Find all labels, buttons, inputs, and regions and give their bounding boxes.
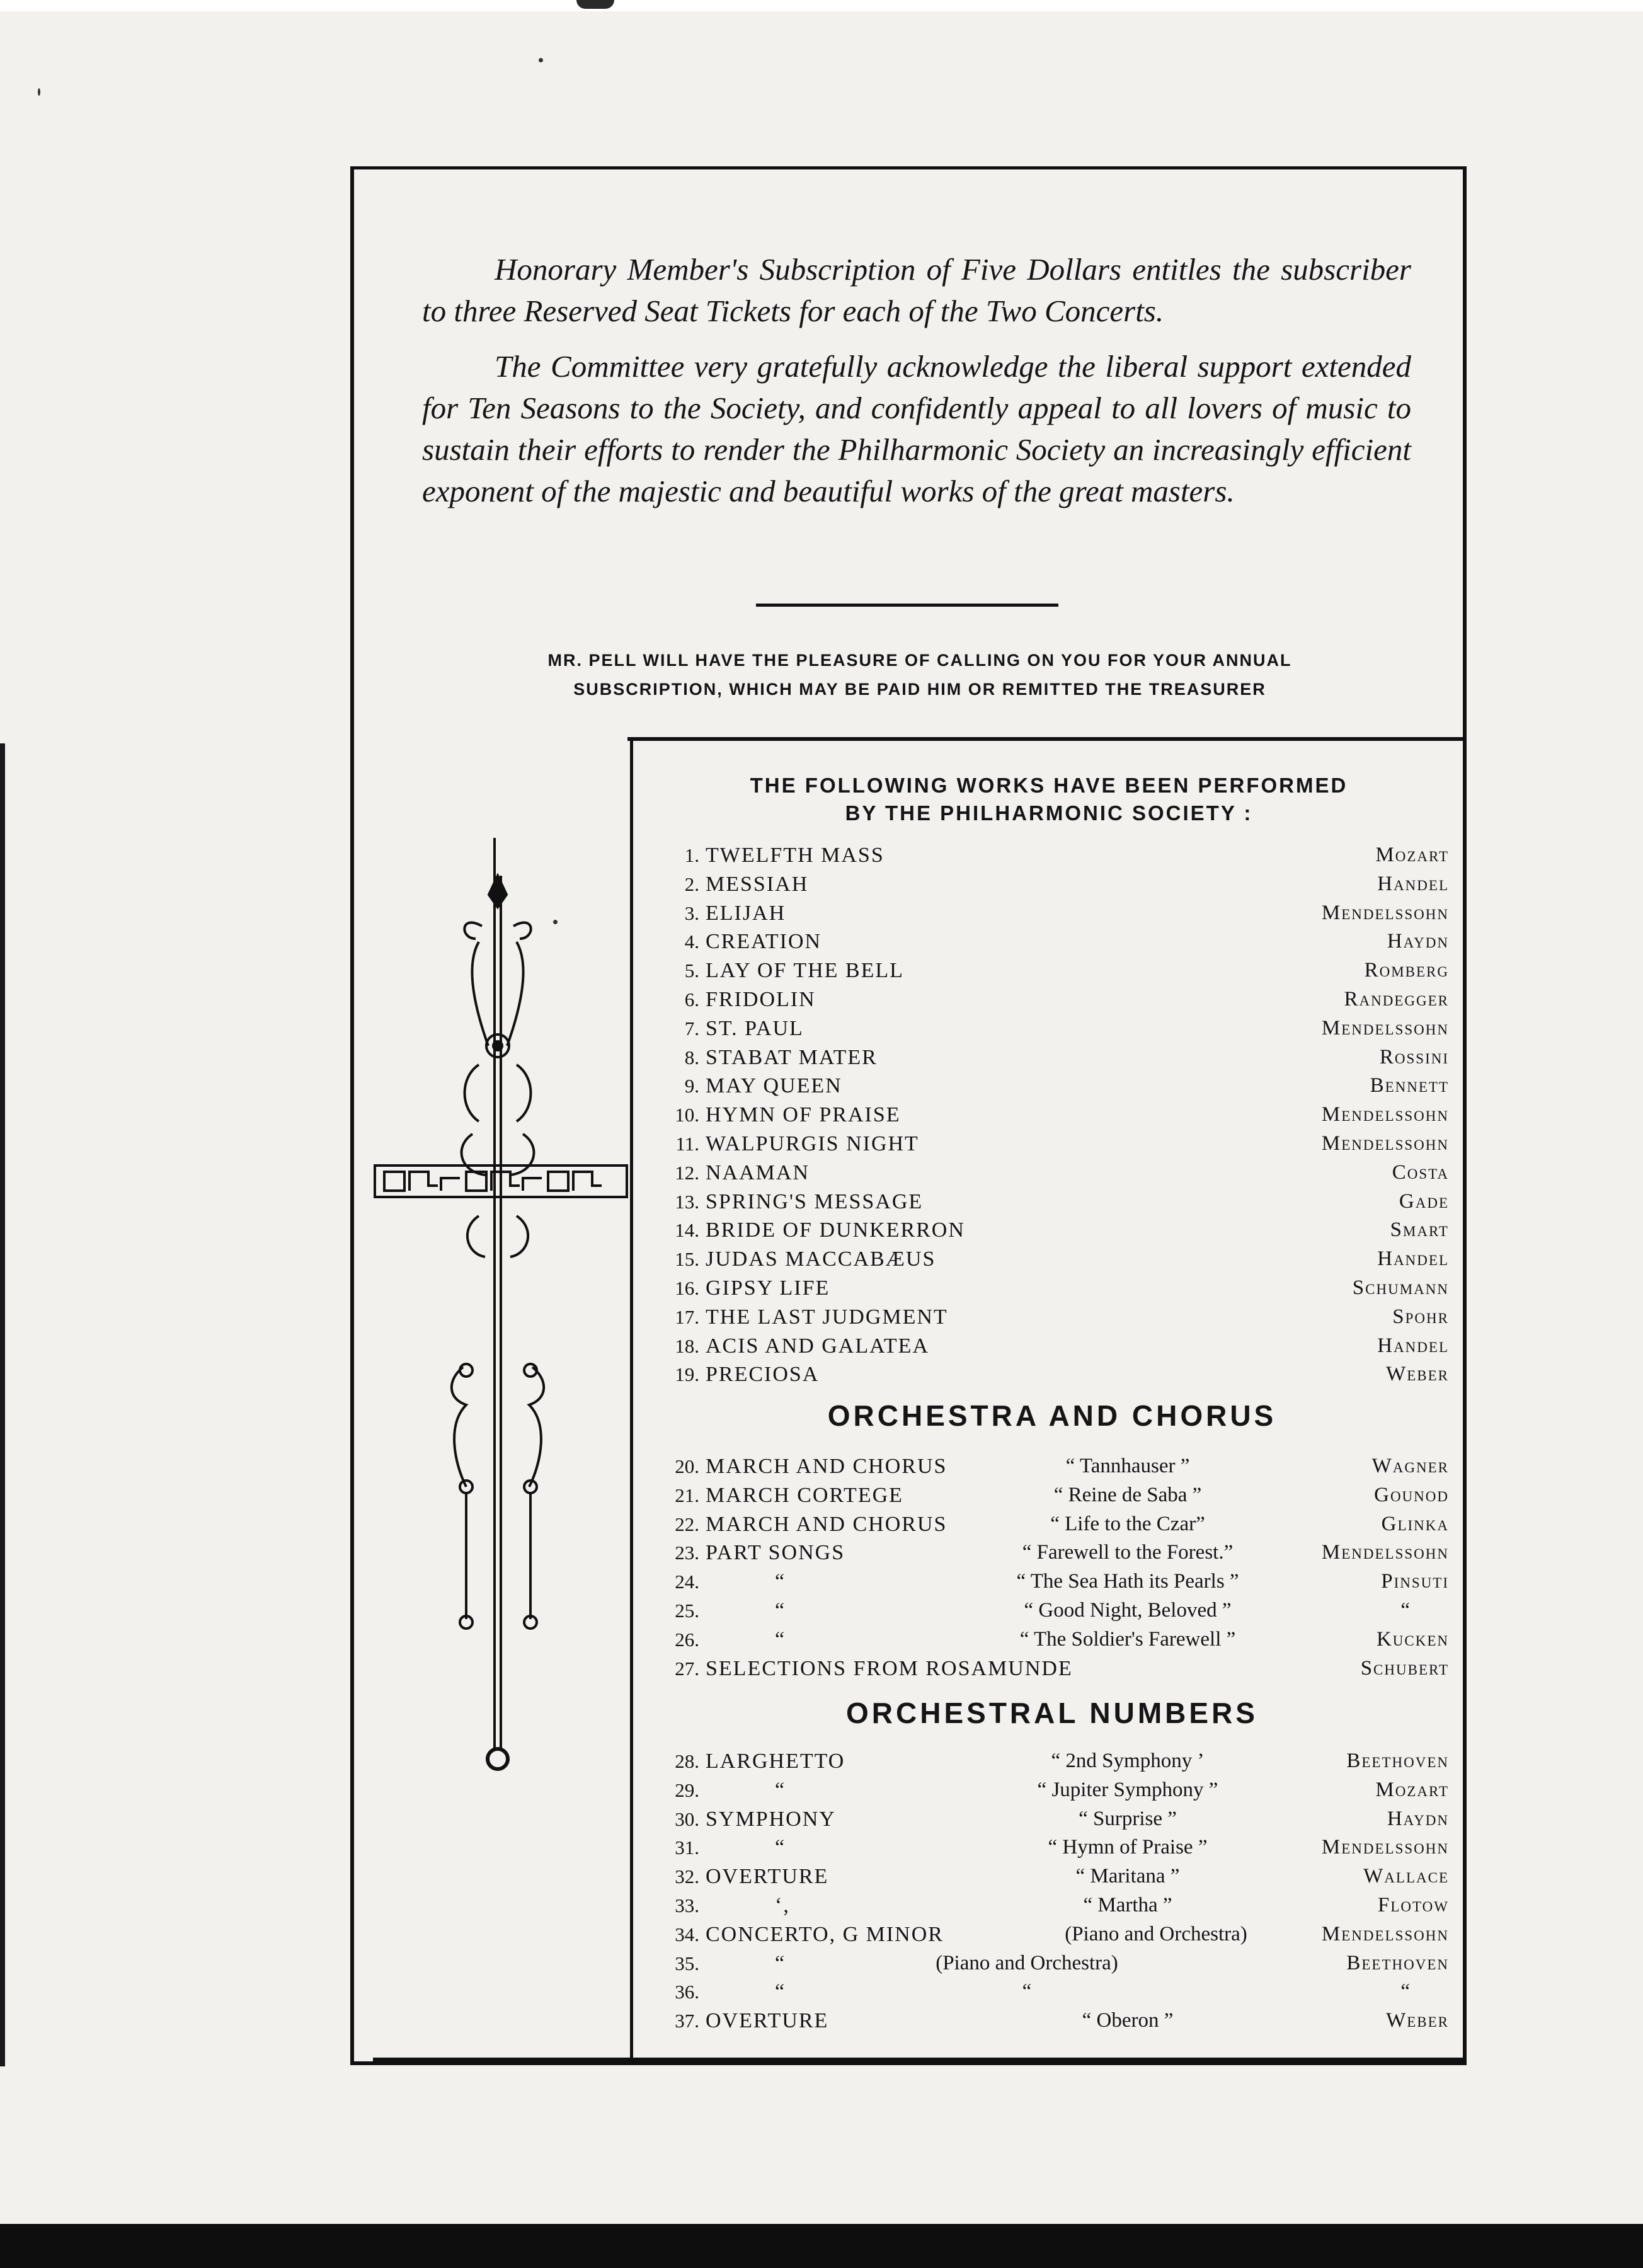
composer: Mendelssohn: [1321, 1922, 1449, 1945]
work-subtitle: “ Surprise ”: [1079, 1807, 1177, 1830]
composer: Haydn: [1387, 1807, 1449, 1830]
work-subtitle: “: [1022, 1980, 1032, 2003]
composer: Pinsuti: [1381, 1570, 1449, 1593]
work-title: OVERTURE: [706, 1865, 829, 1889]
works-heading: [693, 772, 1405, 827]
work-subtitle: “ Tannhauser ”: [1065, 1455, 1190, 1477]
work-title: SPRING'S MESSAGE: [706, 1189, 924, 1213]
work-subtitle: “ Oberon ”: [1082, 2009, 1174, 2032]
work-title: SELECTIONS FROM ROSAMUNDE: [706, 1656, 1073, 1680]
work-subtitle: “ The Soldier's Farewell ”: [1019, 1627, 1236, 1651]
list-item: [655, 1538, 1449, 1567]
composer: Handel: [1377, 872, 1449, 895]
work-title: “: [775, 1570, 786, 1594]
composer: Beethoven: [1346, 1951, 1449, 1974]
list-item: [655, 1303, 1449, 1332]
work-subtitle: “ Hymn of Praise ”: [1048, 1836, 1208, 1859]
item-number: 30.: [675, 1807, 699, 1830]
composer: Handel: [1377, 1334, 1449, 1357]
work-title: “: [775, 1951, 786, 1975]
section-heading-orchestral-numbers: ORCHESTRAL NUMBERS: [846, 1697, 1258, 1729]
composer: Bennett: [1370, 1074, 1449, 1097]
list-item: [655, 1747, 1449, 1776]
composer: Kucken: [1376, 1627, 1449, 1651]
list-item: [655, 1625, 1449, 1654]
composer: Mendelssohn: [1321, 1016, 1449, 1040]
works-heading-line-2: BY THE PHILHARMONIC SOCIETY :: [845, 801, 1253, 825]
item-number: 11.: [675, 1132, 699, 1155]
item-number: 25.: [675, 1599, 699, 1622]
item-number: 12.: [675, 1161, 699, 1184]
orchestral-numbers-list: [655, 1747, 1449, 2036]
composer: Mendelssohn: [1321, 901, 1449, 924]
intro-text: [422, 249, 1411, 526]
item-number: 36.: [675, 1981, 699, 2003]
list-item: [655, 1978, 1449, 2007]
work-subtitle: “ The Sea Hath its Pearls ”: [1016, 1570, 1239, 1593]
list-item: [655, 1188, 1449, 1217]
work-title: ELIJAH: [706, 901, 786, 925]
work-title: WALPURGIS NIGHT: [706, 1131, 919, 1155]
works-list: [655, 841, 1449, 1389]
list-item: [655, 1014, 1449, 1043]
list-item: [655, 1833, 1449, 1862]
notice-line-2: SUBSCRIPTION, WHICH MAY BE PAID HIM OR REMITTED THE TREASURER: [573, 680, 1266, 699]
list-item: [655, 1481, 1449, 1510]
work-title: CREATION: [706, 930, 822, 954]
item-number: 13.: [675, 1190, 699, 1213]
list-item: [655, 1949, 1449, 1978]
item-number: 20.: [675, 1455, 699, 1477]
work-title: LAY OF THE BELL: [706, 959, 904, 983]
speck: [539, 58, 543, 62]
work-title: PART SONGS: [706, 1541, 845, 1565]
list-item: [655, 1159, 1449, 1188]
composer: Beethoven: [1346, 1750, 1449, 1772]
item-number: 16.: [675, 1276, 699, 1299]
composer: Rossini: [1379, 1045, 1449, 1068]
composer: “: [1400, 1980, 1411, 2003]
item-number: 7.: [684, 1017, 699, 1040]
notice-line-1: MR. PELL WILL HAVE THE PLEASURE OF CALLING ON YOU FOR YOUR ANNUAL: [547, 651, 1292, 670]
work-subtitle: “ Farewell to the Forest.”: [1022, 1541, 1234, 1564]
composer: Romberg: [1364, 959, 1449, 982]
composer: Gade: [1399, 1189, 1449, 1213]
list-item: [655, 985, 1449, 1014]
list-item: [655, 1452, 1449, 1481]
item-number: 15.: [675, 1248, 699, 1271]
bottom-edge: [0, 2224, 1643, 2268]
item-number: 6.: [684, 988, 699, 1011]
composer: Smart: [1390, 1218, 1449, 1242]
work-title: LARGHETTO: [706, 1750, 845, 1773]
list-item: [655, 1891, 1449, 1920]
composer: Schubert: [1360, 1656, 1449, 1680]
list-item: [655, 1510, 1449, 1539]
list-item: [655, 927, 1449, 956]
work-title: MARCH AND CHORUS: [706, 1455, 947, 1478]
work-subtitle: “ Martha ”: [1083, 1893, 1172, 1916]
item-number: 34.: [675, 1923, 699, 1945]
item-number: 29.: [675, 1778, 699, 1801]
subscription-notice: [479, 646, 1361, 704]
composer: Mendelssohn: [1321, 1103, 1449, 1126]
work-title: ST. PAUL: [706, 1016, 804, 1040]
item-number: 9.: [684, 1075, 699, 1097]
work-title: BRIDE OF DUNKERRON: [706, 1218, 965, 1242]
work-subtitle: (Piano and Orchestra): [936, 1951, 1118, 1974]
list-item: [655, 1043, 1449, 1072]
item-number: 31.: [675, 1836, 699, 1859]
composer: Mozart: [1375, 1778, 1449, 1801]
item-number: 19.: [675, 1363, 699, 1386]
item-number: 24.: [675, 1571, 699, 1593]
item-number: 10.: [675, 1104, 699, 1126]
work-title: TWELFTH MASS: [706, 844, 884, 867]
list-item: [655, 1805, 1449, 1834]
item-number: 28.: [675, 1750, 699, 1772]
item-number: 1.: [684, 844, 699, 866]
work-title: MARCH CORTEGE: [706, 1483, 903, 1507]
work-subtitle: (Piano and Orchestra): [1065, 1922, 1247, 1945]
work-subtitle: “ Reine de Saba ”: [1053, 1483, 1202, 1506]
list-item: [655, 1862, 1449, 1891]
speck: [38, 88, 40, 96]
work-title: MESSIAH: [706, 872, 809, 896]
work-title: “: [775, 1627, 786, 1651]
list-item: [655, 1245, 1449, 1274]
work-title: JUDAS MACCABÆUS: [706, 1247, 936, 1271]
work-subtitle: “ Life to the Czar”: [1050, 1512, 1205, 1535]
work-title: MARCH AND CHORUS: [706, 1512, 947, 1536]
item-number: 8.: [684, 1046, 699, 1068]
left-page-edge: [0, 743, 5, 2066]
work-subtitle: “ Maritana ”: [1075, 1865, 1180, 1888]
work-title: FRIDOLIN: [706, 987, 816, 1011]
composer: Mendelssohn: [1321, 1836, 1449, 1859]
work-title: CONCERTO, G MINOR: [706, 1922, 944, 1946]
work-title: GIPSY LIFE: [706, 1276, 830, 1300]
list-item: [655, 2007, 1449, 2036]
item-number: 35.: [675, 1952, 699, 1974]
work-title: “: [775, 1980, 786, 2004]
item-number: 21.: [675, 1484, 699, 1506]
intro-paragraph-committee: The Committee very gratefully acknowledge the liberal support extended for Ten Seasons to the Society, and confidently appeal to all lovers of music to sustain their efforts to render the Philharmonic Society an increasingly efficient exponent of the majestic and beautiful works of the great masters.: [422, 349, 1411, 508]
composer: “: [1400, 1598, 1411, 1622]
list-item: [655, 1360, 1449, 1389]
works-panel-top-rule: [627, 737, 1467, 741]
orchestra-chorus-list: [655, 1452, 1449, 1683]
composer: Mendelssohn: [1321, 1131, 1449, 1155]
list-item: [655, 899, 1449, 928]
list-item: [655, 1596, 1449, 1625]
composer: Flotow: [1378, 1893, 1449, 1916]
work-title: “: [775, 1836, 786, 1860]
list-item: [655, 1332, 1449, 1361]
greek-key-ornament-icon: [365, 838, 630, 1796]
item-number: 33.: [675, 1894, 699, 1916]
composer: Randegger: [1344, 987, 1449, 1011]
list-item: [655, 1072, 1449, 1101]
work-title: MAY QUEEN: [706, 1074, 842, 1098]
work-title: “: [775, 1778, 786, 1802]
list-item: [655, 1654, 1449, 1683]
item-number: 27.: [675, 1657, 699, 1680]
intro-paragraph-subscription: Honorary Member's Subscription of Five Dollars entitles the subscriber to three Reserved Seat Tickets for each of the Two Concerts.: [422, 252, 1411, 328]
item-number: 5.: [684, 959, 699, 982]
composer: Glinka: [1381, 1512, 1449, 1535]
works-heading-line-1: THE FOLLOWING WORKS HAVE BEEN PERFORMED: [750, 774, 1348, 797]
list-item: [655, 1101, 1449, 1130]
composer: Mendelssohn: [1321, 1541, 1449, 1564]
list-item: [655, 1274, 1449, 1303]
list-item: [655, 1776, 1449, 1805]
work-title: OVERTURE: [706, 2009, 829, 2033]
works-panel-bottom-rule: [373, 2058, 1467, 2063]
work-subtitle: “ Good Night, Beloved ”: [1024, 1598, 1232, 1622]
section-heading-orchestra-and-chorus: ORCHESTRA AND CHORUS: [827, 1399, 1277, 1432]
list-item: [655, 1567, 1449, 1596]
list-item: [655, 1130, 1449, 1159]
work-subtitle: “ Jupiter Symphony ”: [1037, 1778, 1218, 1801]
composer: Spohr: [1392, 1305, 1449, 1328]
work-title: ‘,: [775, 1893, 790, 1917]
item-number: 18.: [675, 1334, 699, 1357]
work-title: PRECIOSA: [706, 1363, 820, 1387]
composer: Gounod: [1374, 1483, 1449, 1506]
item-number: 2.: [684, 873, 699, 895]
composer: Mozart: [1375, 844, 1449, 866]
top-edge: [0, 0, 1643, 11]
item-number: 37.: [675, 2010, 699, 2032]
item-number: 17.: [675, 1305, 699, 1328]
list-item: [655, 870, 1449, 899]
list-item: [655, 1216, 1449, 1245]
item-number: 14.: [675, 1219, 699, 1242]
work-title: NAAMAN: [706, 1160, 810, 1184]
work-subtitle: “ 2nd Symphony ’: [1051, 1750, 1205, 1772]
composer: Weber: [1386, 2009, 1449, 2032]
item-number: 23.: [675, 1542, 699, 1564]
work-title: “: [775, 1598, 786, 1622]
composer: Handel: [1377, 1247, 1449, 1271]
work-title: SYMPHONY: [706, 1807, 836, 1831]
list-item: [655, 956, 1449, 985]
work-title: HYMN OF PRAISE: [706, 1103, 901, 1127]
work-title: STABAT MATER: [706, 1045, 878, 1069]
item-number: 4.: [684, 931, 699, 953]
item-number: 3.: [684, 902, 699, 924]
composer: Costa: [1392, 1160, 1449, 1184]
composer: Weber: [1386, 1363, 1449, 1386]
work-title: ACIS AND GALATEA: [706, 1334, 929, 1358]
work-title: THE LAST JUDGMENT: [706, 1305, 948, 1329]
item-number: 22.: [675, 1513, 699, 1535]
composer: Wallace: [1363, 1865, 1449, 1888]
composer: Haydn: [1387, 930, 1449, 953]
composer: Schumann: [1352, 1276, 1449, 1299]
item-number: 32.: [675, 1865, 699, 1888]
list-item: [655, 1920, 1449, 1949]
top-binding-mark: [576, 0, 614, 9]
divider-rule: [756, 604, 1058, 607]
composer: Wagner: [1371, 1455, 1449, 1477]
item-number: 26.: [675, 1628, 699, 1651]
list-item: [655, 841, 1449, 870]
